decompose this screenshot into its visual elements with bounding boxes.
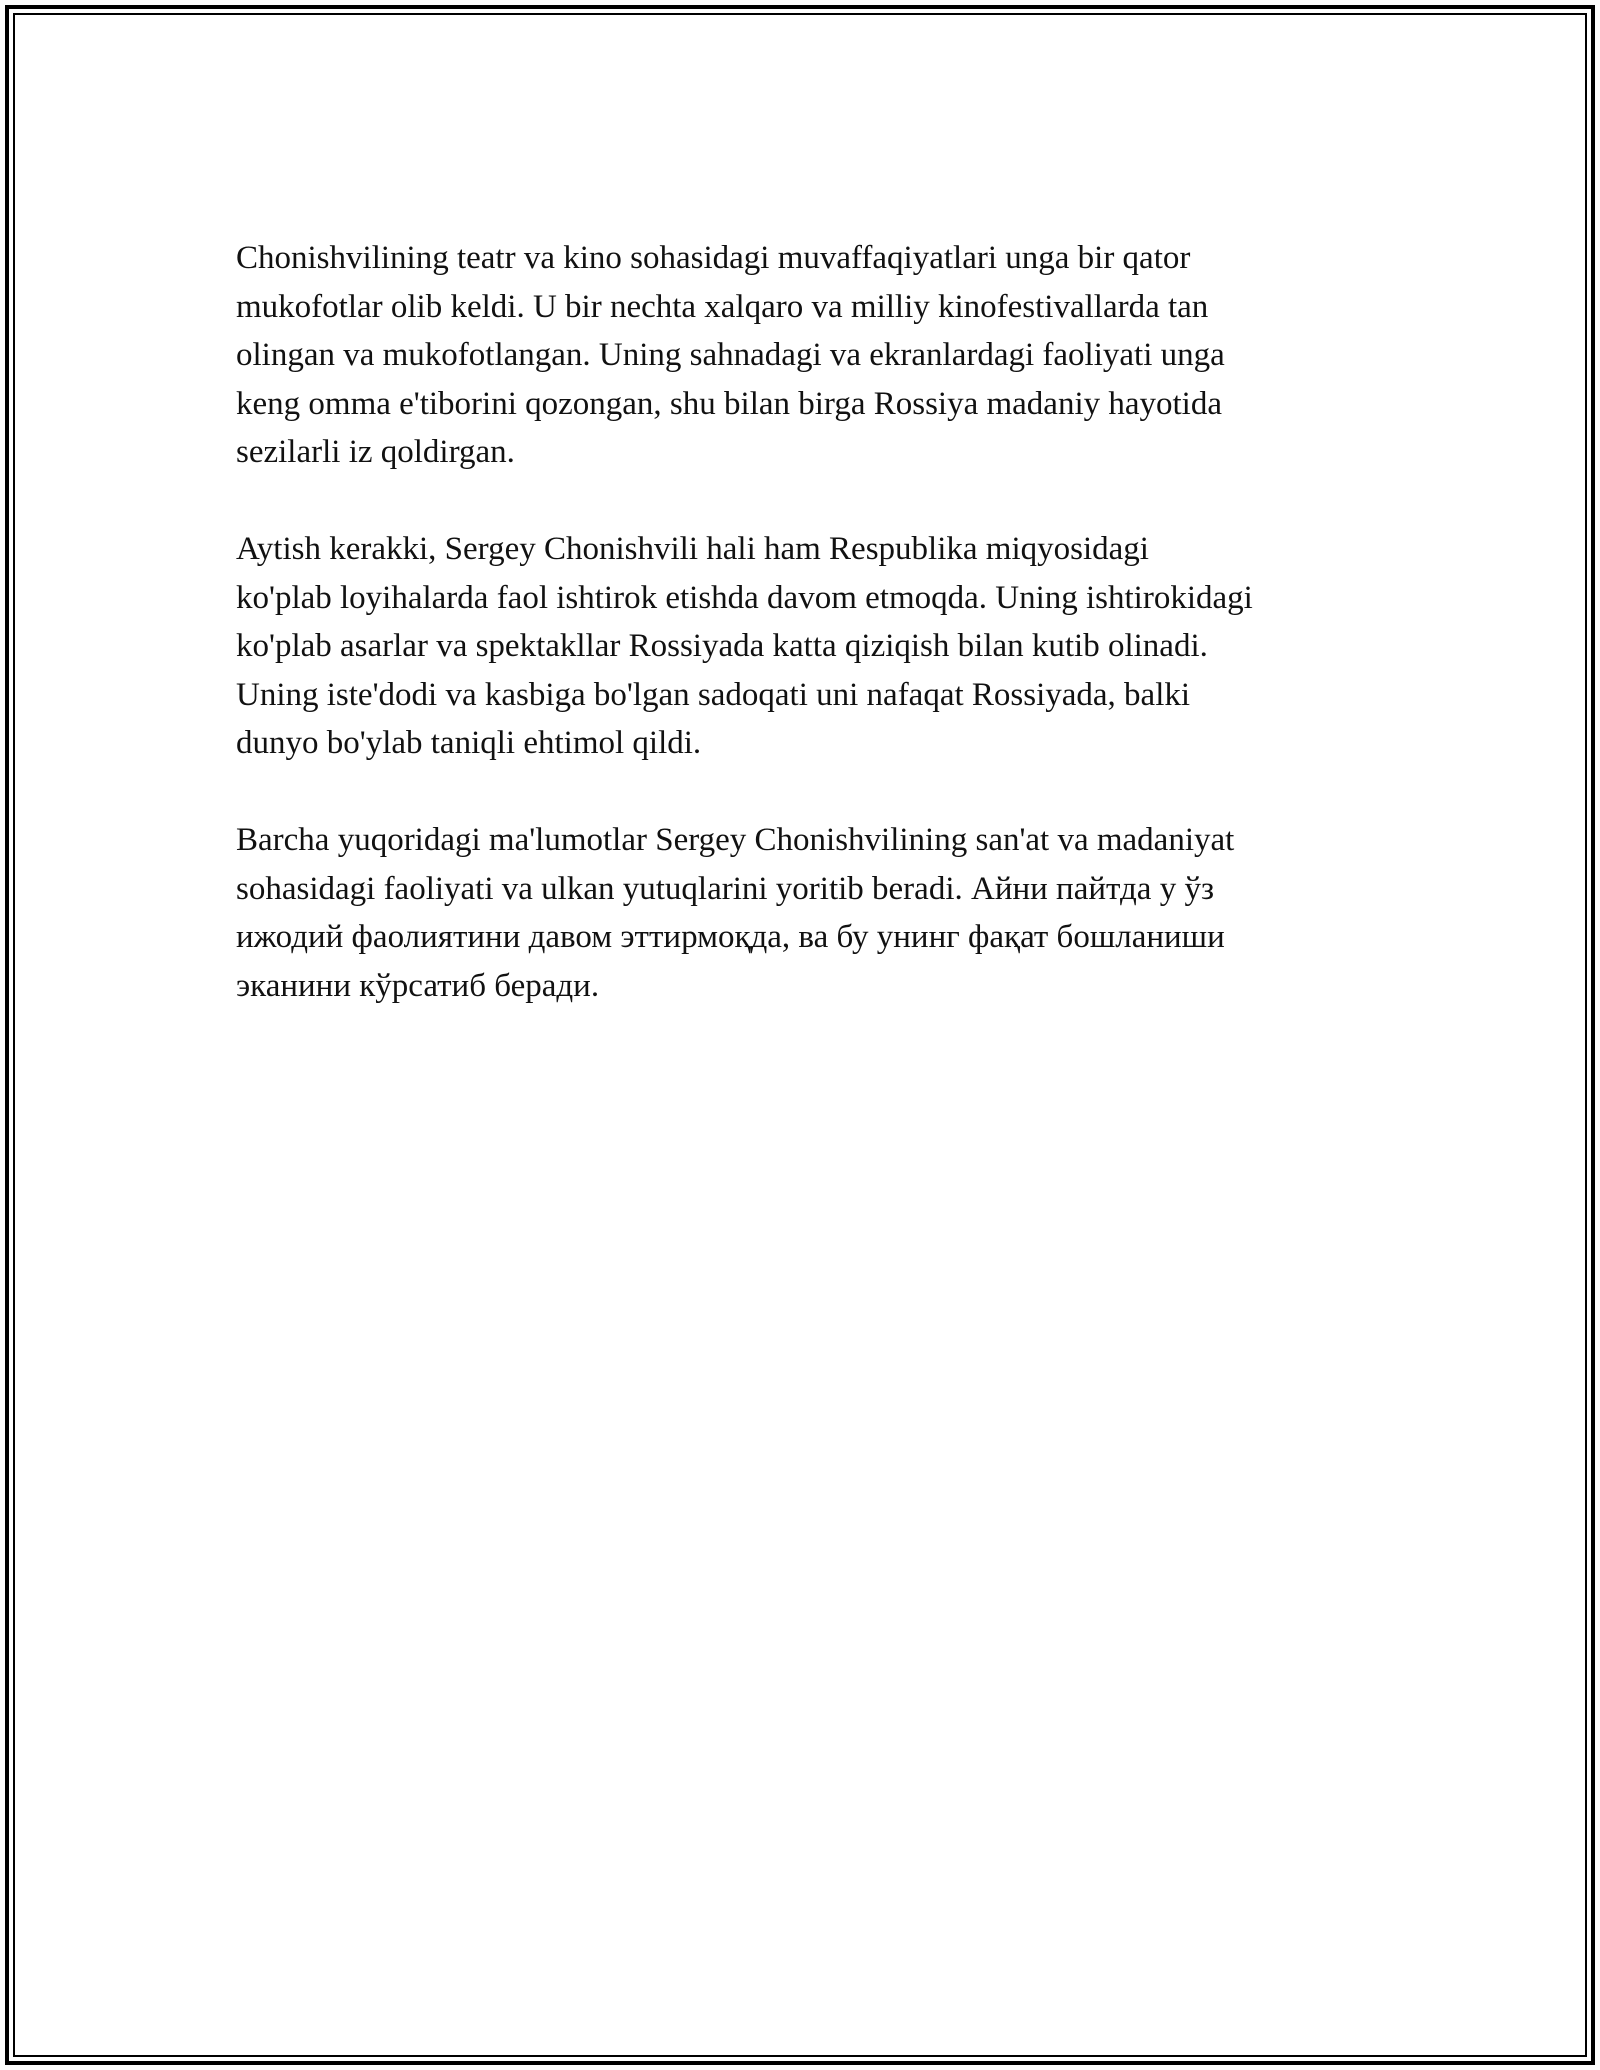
paragraph-3 — [236, 816, 1396, 1010]
text-line: keng omma e'tiborini qozongan, shu bilan birga Rossiya madaniy hayotida — [236, 385, 1222, 422]
text-line: Uning iste'dodi va kasbiga bo'lgan sadoqati uni nafaqat Rossiyada, balki — [236, 676, 1191, 713]
text-line: sohasidagi faoliyati va ulkan yutuqlarini yoritib beradi. Айни пайтда у ўз — [236, 870, 1214, 907]
text-line: ko'plab loyihalarda faol ishtirok etishda davom etmoqda. Uning ishtirokidagi — [236, 579, 1253, 616]
paragraph-2 — [236, 525, 1396, 768]
text-line: ижодий фаолиятини давом эттирмоқда, ва бу унинг фақат бошланиши — [236, 919, 1225, 955]
text-line: dunyo bo'ylab taniqli ehtimol qildi. — [236, 725, 702, 761]
text-line: ko'plab asarlar va spektakllar Rossiyada katta qiziqish bilan kutib olinadi. — [236, 628, 1208, 664]
paragraph-1 — [236, 234, 1396, 477]
text-line: Barcha yuqoridagi ma'lumotlar Sergey Chonishvilining san'at va madaniyat — [236, 822, 1235, 858]
text-line: Chonishvilining teatr va kino sohasidagi muvaffaqiyatlari unga bir qator — [236, 240, 1191, 276]
text-line: sezilarli iz qoldirgan. — [236, 434, 515, 470]
document-body — [236, 234, 1396, 1059]
text-line: Aytish kerakki, Sergey Chonishvili hali ham Respublika miqyosidagi — [236, 531, 1149, 567]
text-line: mukofotlar olib keldi. U bir nechta xalqaro va milliy kinofestivallarda tan — [236, 288, 1209, 325]
text-line: эканини кўрсатиб беради. — [236, 967, 600, 1004]
text-line: olingan va mukofotlangan. Uning sahnadagi va ekranlardagi faoliyati unga — [236, 337, 1225, 373]
